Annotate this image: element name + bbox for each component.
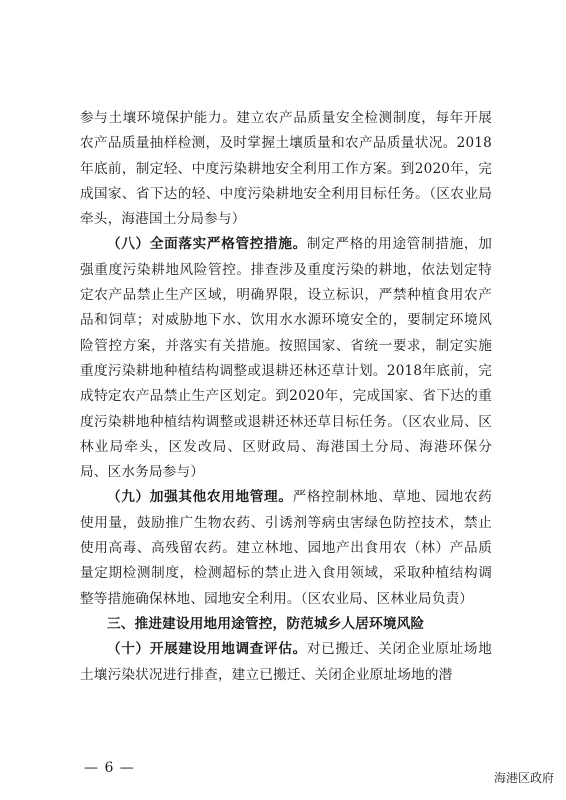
paragraph-text: 参与土壤环境保护能力。建立农产品质量安全检测制度，每年开展农产品质量抽样检测，及时掌握土壤质量和农产品质量状况。2018年底前，制定轻、中度污染耕地安全利用工作方案。到2020年，完成国家、省下达的轻、中度污染耕地安全利用目标任务。（区农业局牵头，海港国土分局参与） — [80, 110, 492, 228]
document-body — [80, 106, 492, 688]
item-9-text: 严格控制林地、草地、园地农药使用量，鼓励推广生物农药、引诱剂等病虫害绿色防控技术，禁止使用高毒、高残留农药。建立林地、园地产出食用农（林）产品质量定期检测制度，检测超标的禁止进入食用领域，采取种植结构调整等措施确保林地、园地安全利用。（区农业局、区林业局负责） — [80, 489, 492, 607]
paragraph-item-8 — [80, 232, 492, 485]
item-10-heading: （十）开展建设用地调查评估。 — [107, 641, 307, 658]
paragraph-continuation — [80, 106, 492, 232]
item-10-text: 对已搬迁、关闭企业原址场地土壤污染状况进行排查，建立已搬迁、关闭企业原址场地的潜 — [80, 641, 492, 683]
paragraph-item-10 — [80, 637, 492, 688]
page-number: — 6 — — [84, 760, 135, 776]
section-heading: 三、推进建设用地用途管控，防范城乡人居环境风险 — [107, 615, 425, 632]
item-8-heading: （八）全面落实严格管控措施。 — [107, 236, 307, 253]
item-8-text: 制定严格的用途管制措施，加强重度污染耕地风险管控。排查涉及重度污染的耕地，依法划定特定农产品禁止生产区域，明确界限，设立标识，严禁种植食用农产品和饲草；对威胁地下水、饮用水水源环境安全的，要制定环境风险管控方案，并落实有关措施。按照国家、省统一要求，制定实施重度污染耕地种植结构调整或退耕还林还草计划。2018年底前，完成特定农产品禁止生产区划定。到2020年，完成国家、省下达的重度污染耕地种植结构调整或退耕还林还草目标任务。（区农业局、区林业局牵头，区发改局、区财政局、海港国土分局、海港环保分局、区水务局参与） — [80, 236, 492, 481]
item-9-heading: （九）加强其他农用地管理。 — [107, 489, 293, 506]
paragraph-item-9 — [80, 485, 492, 611]
source-watermark: 海港区政府 — [493, 771, 554, 785]
